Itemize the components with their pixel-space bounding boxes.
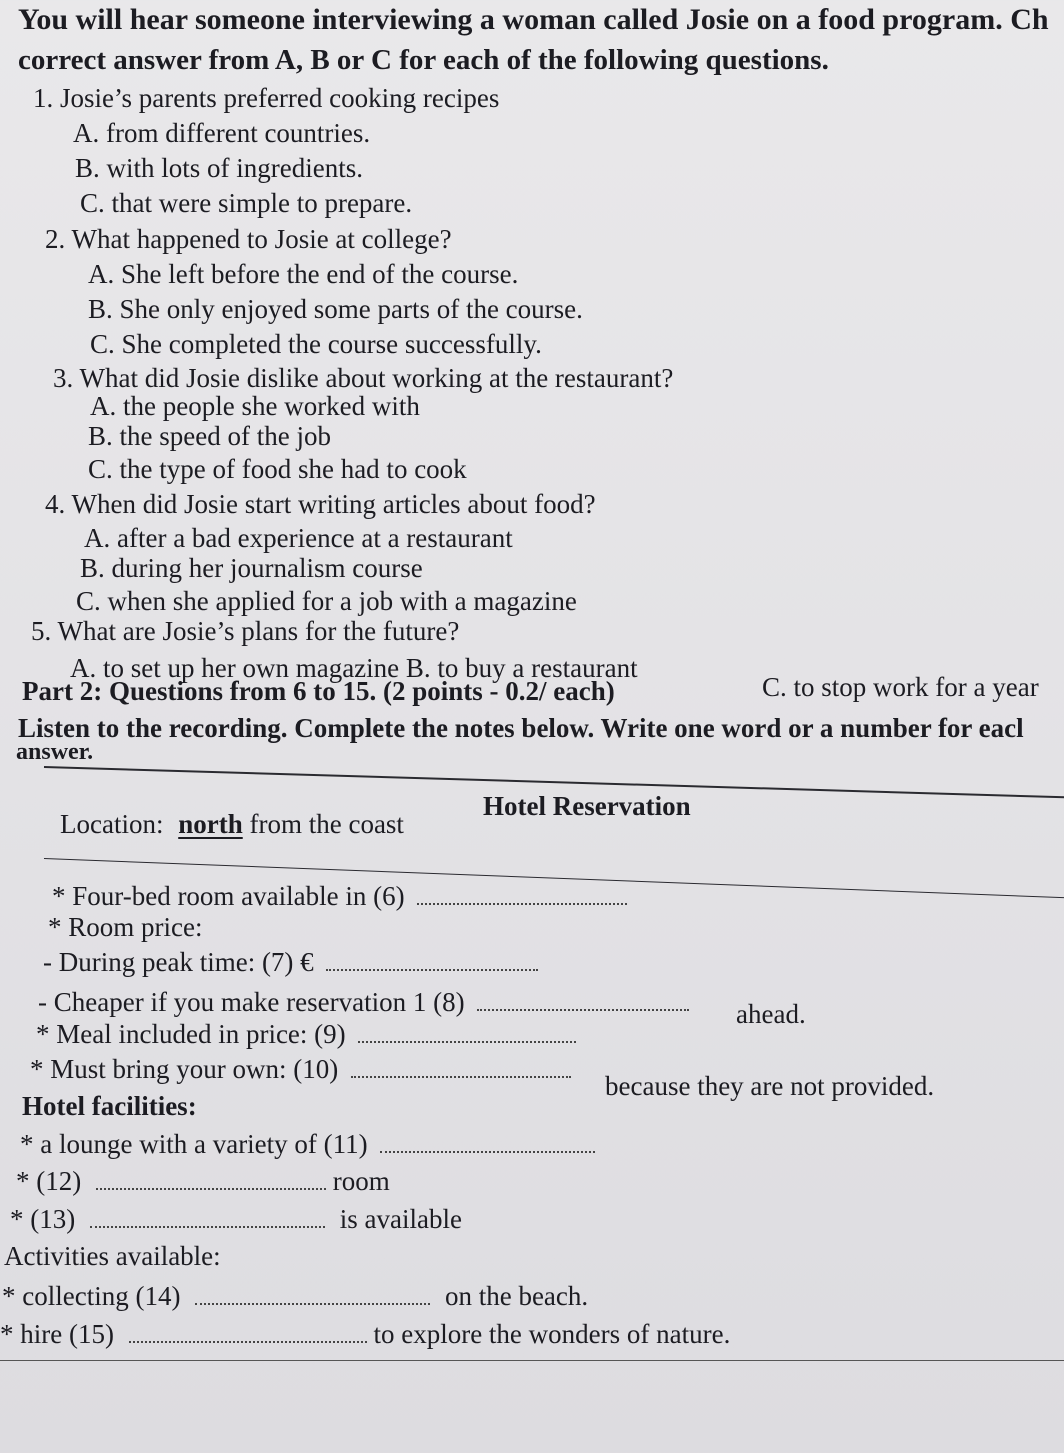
q7-line xyxy=(43,946,538,978)
q10-answer-blank[interactable] xyxy=(351,1058,571,1078)
part2-instruction-end: answer. xyxy=(16,739,94,765)
hotel-facilities-heading: Hotel facilities: xyxy=(22,1091,197,1121)
q3-option-c: C. the type of food she had to cook xyxy=(88,454,467,484)
q12-text: * (12) xyxy=(16,1166,82,1196)
q10-after-text: because they are not provided. xyxy=(605,1071,935,1101)
room-price-label: * Room price: xyxy=(48,912,203,942)
q8-after-text: ahead. xyxy=(736,999,806,1029)
q15-after-text: to explore the wonders of nature. xyxy=(373,1319,731,1349)
q9-text: * Meal included in price: (9) xyxy=(36,1019,346,1049)
q7-answer-blank[interactable] xyxy=(326,951,538,971)
q9-line xyxy=(36,1018,576,1050)
q4-option-c: C. when she applied for a job with a magazine xyxy=(76,586,577,616)
q8-answer-blank[interactable] xyxy=(477,991,689,1011)
q10-text: * Must bring your own: (10) xyxy=(30,1054,339,1084)
q8-line xyxy=(38,986,689,1018)
q15-line xyxy=(0,1318,730,1350)
instruction-line-2: correct answer from A, B or C for each of the following questions. xyxy=(18,44,829,76)
q11-answer-blank[interactable] xyxy=(380,1133,595,1153)
activities-heading: Activities available: xyxy=(4,1241,221,1271)
location-answer: north xyxy=(178,809,243,839)
q3-option-a: A. the people she worked with xyxy=(90,391,420,421)
q15-answer-blank[interactable] xyxy=(129,1323,367,1343)
question-2: 2. What happened to Josie at college? xyxy=(45,224,452,254)
q14-text: * collecting (14) xyxy=(2,1281,181,1311)
question-1: 1. Josie’s parents preferred cooking recipes xyxy=(33,83,500,113)
question-4: 4. When did Josie start writing articles about food? xyxy=(45,489,596,519)
q5-option-c: C. to stop work for a year xyxy=(762,672,1039,702)
notes-bottom-border xyxy=(0,1360,1064,1361)
question-5: 5. What are Josie’s plans for the future? xyxy=(31,616,460,646)
q4-option-a: A. after a bad experience at a restaurant xyxy=(84,523,513,553)
q11-text: * a lounge with a variety of (11) xyxy=(20,1129,368,1159)
location-line xyxy=(60,808,404,840)
q14-answer-blank[interactable] xyxy=(195,1285,430,1305)
notes-title: Hotel Reservation xyxy=(483,791,691,821)
q1-option-b: B. with lots of ingredients. xyxy=(75,153,363,183)
instruction-line-1: You will hear someone interviewing a woman called Josie on a food program. Ch xyxy=(18,3,1049,36)
q14-line xyxy=(2,1280,588,1312)
q13-answer-blank[interactable] xyxy=(90,1208,325,1228)
q2-option-c: C. She completed the course successfully. xyxy=(90,329,542,359)
q15-text: * hire (15) xyxy=(0,1319,114,1349)
q13-text: * (13) xyxy=(10,1204,76,1234)
q13-after-text: is available xyxy=(339,1204,462,1234)
location-label: Location: xyxy=(60,809,164,839)
q5-options-a-b: A. to set up her own magazine B. to buy a restaurant xyxy=(70,653,638,683)
q1-option-c: C. that were simple to prepare. xyxy=(80,188,413,218)
q6-line xyxy=(52,880,627,912)
q4-option-b: B. during her journalism course xyxy=(80,553,423,583)
part2-instruction: Listen to the recording. Complete the notes below. Write one word or a number for eacl xyxy=(18,713,1024,743)
q2-option-a: A. She left before the end of the course. xyxy=(88,259,519,289)
q12-line xyxy=(16,1165,390,1197)
q14-after-text: on the beach. xyxy=(444,1281,589,1311)
q9-answer-blank[interactable] xyxy=(358,1023,576,1043)
q12-after-text: room xyxy=(332,1166,390,1196)
q12-answer-blank[interactable] xyxy=(96,1170,326,1190)
q2-option-b: B. She only enjoyed some parts of the course. xyxy=(88,294,583,324)
q10-line xyxy=(30,1053,571,1085)
location-rest: from the coast xyxy=(249,809,404,839)
part2-heading: Part 2: Questions from 6 to 15. (2 points - 0.2/ each) xyxy=(22,676,615,706)
q11-line xyxy=(20,1128,595,1160)
q6-answer-blank[interactable] xyxy=(417,885,627,905)
q13-line xyxy=(10,1203,462,1235)
q8-text: - Cheaper if you make reservation 1 (8) xyxy=(38,987,465,1017)
q3-option-b: B. the speed of the job xyxy=(88,421,331,451)
q7-text: - During peak time: (7) € xyxy=(43,947,314,977)
q1-option-a: A. from different countries. xyxy=(73,118,371,148)
question-3: 3. What did Josie dislike about working at the restaurant? xyxy=(53,363,674,393)
q6-text: * Four-bed room available in (6) xyxy=(52,881,405,911)
